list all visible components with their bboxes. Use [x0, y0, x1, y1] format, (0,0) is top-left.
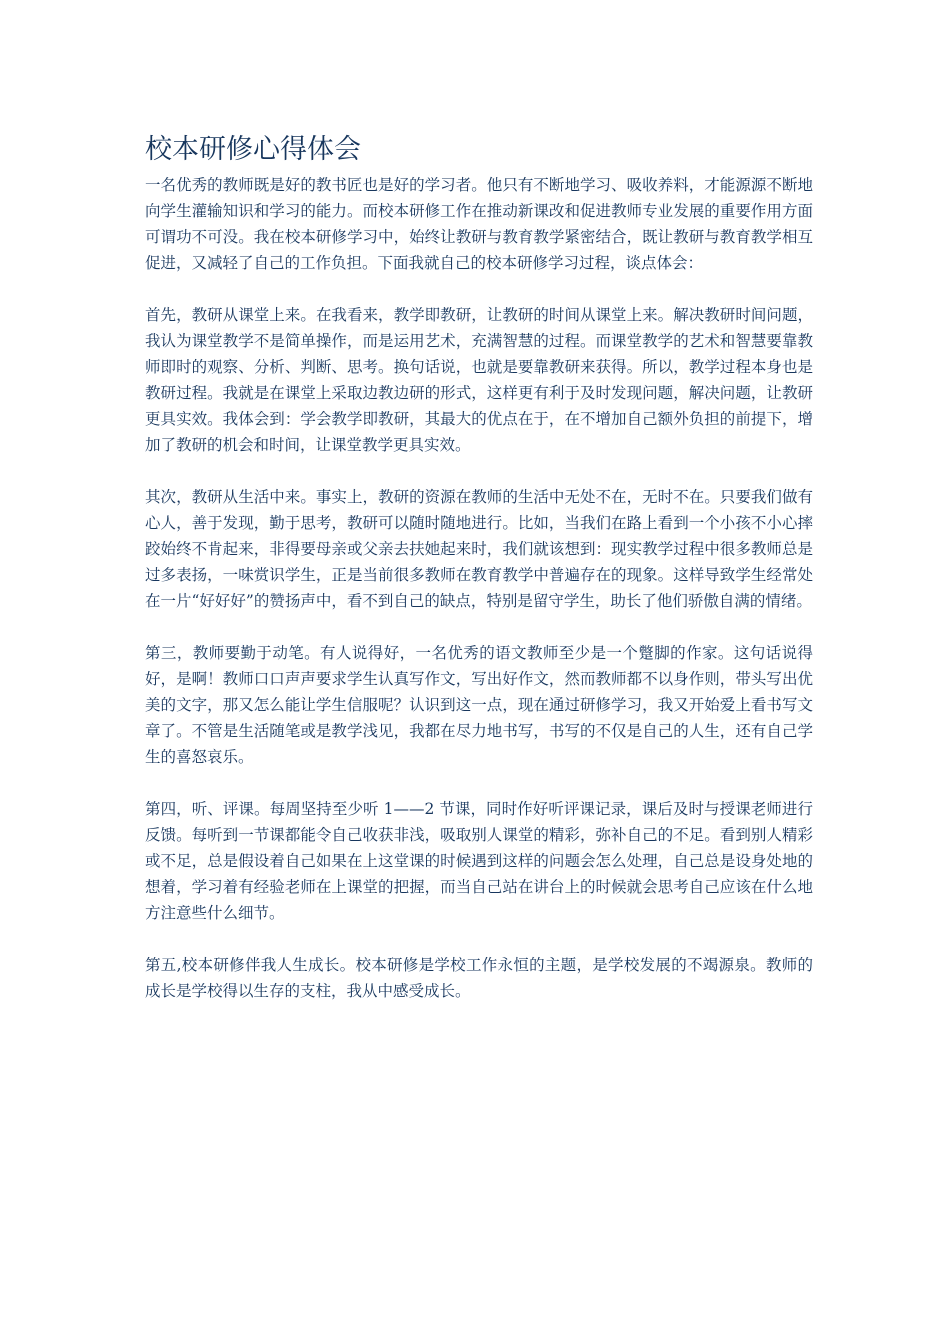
paragraph-second: 其次，教研从生活中来。事实上，教研的资源在教师的生活中无处不在，无时不在。只要我们做有心人，善于发现，勤于思考，教研可以随时随地进行。比如，当我们在路上看到一个小孩不小心摔跤始终不肯起来，非得要母亲或父亲去扶她起来时，我们就该想到：现实教学过程中很多教师总是过多表扬，一味赏识学生，正是当前很多教师在教育教学中普遍存在的现象。这样导致学生经常处在一片“好好好”的赞扬声中，看不到自己的缺点，特别是留守学生，助长了他们骄傲自满的情绪。 — [145, 488, 813, 610]
paragraph-fourth: 第四，听、评课。每周坚持至少听 1——2 节课，同时作好听评课记录，课后及时与授课老师进行反馈。每听到一节课都能令自己收获非浅，吸取别人课堂的精彩，弥补自己的不足。看到别人精彩或不足，总是假设着自己如果在上这堂课的时候遇到这样的问题会怎么处理，自己总是设身处地的想着，学习着有经验老师在上课堂的把握，而当自己站在讲台上的时候就会思考自己应该在什么地方注意些什么细节。 — [145, 800, 813, 922]
document-body — [145, 132, 813, 1030]
paragraph-fifth: 第五,校本研修伴我人生成长。校本研修是学校工作永恒的主题，是学校发展的不竭源泉。教师的成长是学校得以生存的支柱，我从中感受成长。 — [145, 956, 813, 1000]
paragraph-third: 第三，教师要勤于动笔。有人说得好，一名优秀的语文教师至少是一个蹩脚的作家。这句话说得好，是啊！教师口口声声要求学生认真写作文，写出好作文，然而教师都不以身作则，带头写出优美的文字，那又怎么能让学生信服呢？认识到这一点，现在通过研修学习，我又开始爱上看书写文章了。不管是生活随笔或是教学浅见，我都在尽力地书写，书写的不仅是自己的人生，还有自己学生的喜怒哀乐。 — [145, 644, 813, 766]
document-title: 校本研修心得体会 — [145, 134, 361, 165]
paragraph-intro: 一名优秀的教师既是好的教书匠也是好的学习者。他只有不断地学习、吸收养料，才能源源不断地向学生灌输知识和学习的能力。而校本研修工作在推动新课改和促进教师专业发展的重要作用方面可谓功不可没。我在校本研修学习中，始终让教研与教育教学紧密结合，既让教研与教育教学相互促进，又减轻了自己的工作负担。下面我就自己的校本研修学习过程，谈点体会： — [145, 176, 813, 272]
paragraph-first: 首先，教研从课堂上来。在我看来，教学即教研，让教研的时间从课堂上来。解决教研时间问题，我认为课堂教学不是简单操作，而是运用艺术，充满智慧的过程。而课堂教学的艺术和智慧要靠教师即时的观察、分析、判断、思考。换句话说，也就是要靠教研来获得。所以，教学过程本身也是教研过程。我就是在课堂上采取边教边研的形式，这样更有利于及时发现问题，解决问题，让教研更具实效。我体会到：学会教学即教研，其最大的优点在于，在不增加自己额外负担的前提下，增加了教研的机会和时间，让课堂教学更具实效。 — [145, 306, 813, 454]
